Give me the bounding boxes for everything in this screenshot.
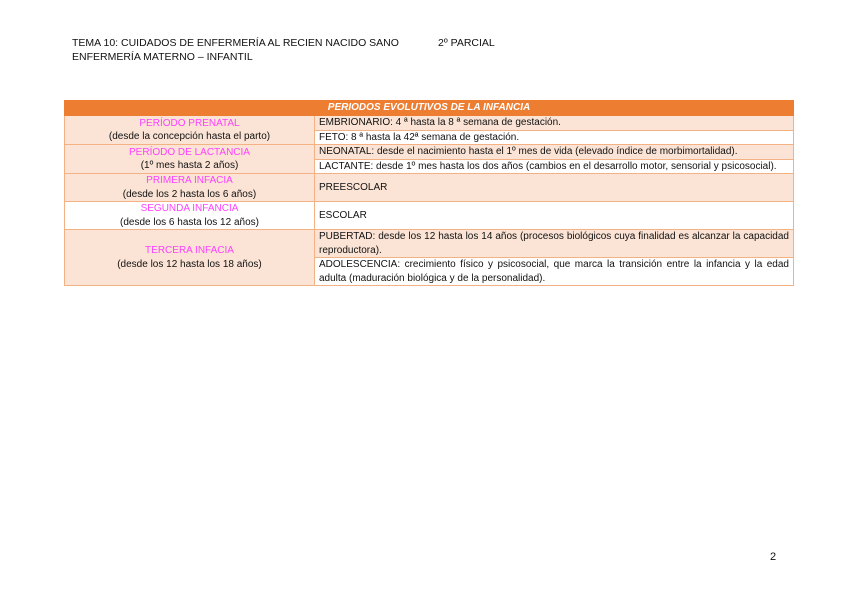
period-range: (desde los 6 hasta los 12 años) bbox=[120, 216, 259, 228]
stage-cell: ESCOLAR bbox=[315, 202, 794, 230]
table-row bbox=[65, 202, 794, 230]
table-row bbox=[65, 174, 794, 202]
period-cell bbox=[65, 230, 315, 286]
period-range: (desde los 12 hasta los 18 años) bbox=[117, 258, 262, 270]
period-cell bbox=[65, 116, 315, 145]
period-cell bbox=[65, 202, 315, 230]
table-title: PERIODOS EVOLUTIVOS DE LA INFANCIA bbox=[65, 101, 794, 116]
table-row bbox=[65, 145, 794, 160]
page-number: 2 bbox=[770, 551, 777, 563]
period-range: (desde los 2 hasta los 6 años) bbox=[122, 188, 257, 200]
table-row bbox=[65, 116, 794, 131]
period-range: (1º mes hasta 2 años) bbox=[140, 160, 239, 171]
stage-cell: EMBRIONARIO: 4 ª hasta la 8 ª semana de gestación. bbox=[315, 116, 794, 131]
period-name: PRIMERA INFACIA bbox=[146, 175, 233, 186]
stage-cell: LACTANTE: desde 1º mes hasta los dos años (cambios en el desarrollo motor, sensorial y psicosocial). bbox=[315, 159, 794, 174]
header-exam: 2º PARCIAL bbox=[438, 37, 495, 49]
header-topic: TEMA 10: CUIDADOS DE ENFERMERÍA AL RECIEN NACIDO SANO bbox=[72, 37, 399, 49]
period-name: PERÍODO DE LACTANCIA bbox=[129, 146, 250, 158]
periods-table bbox=[64, 100, 794, 286]
period-range: (desde la concepción hasta el parto) bbox=[108, 131, 271, 142]
table-row bbox=[65, 230, 794, 258]
stage-cell: PUBERTAD: desde los 12 hasta los 14 años (procesos biológicos cuya finalidad es alcanzar la capacidad reproductora). bbox=[315, 230, 794, 258]
stage-cell: FETO: 8 ª hasta la 42ª semana de gestación. bbox=[315, 130, 794, 145]
page-header bbox=[72, 37, 495, 64]
period-name: TERCERA INFACIA bbox=[145, 245, 234, 256]
stage-cell: ADOLESCENCIA: crecimiento físico y psicosocial, que marca la transición entre la infancia y la edad adulta (maduración biológica y de la personalidad). bbox=[315, 258, 794, 286]
period-cell bbox=[65, 145, 315, 174]
stage-cell: NEONATAL: desde el nacimiento hasta el 1º mes de vida (elevado índice de morbimortalidad). bbox=[315, 145, 794, 160]
period-name: PERÍODO PRENATAL bbox=[139, 117, 240, 129]
period-cell bbox=[65, 174, 315, 202]
period-name: SEGUNDA INFANCIA bbox=[140, 203, 239, 214]
header-subject: ENFERMERÍA MATERNO – INFANTIL bbox=[72, 50, 253, 63]
stage-cell: PREESCOLAR bbox=[315, 174, 794, 202]
table-title-row bbox=[65, 101, 794, 116]
